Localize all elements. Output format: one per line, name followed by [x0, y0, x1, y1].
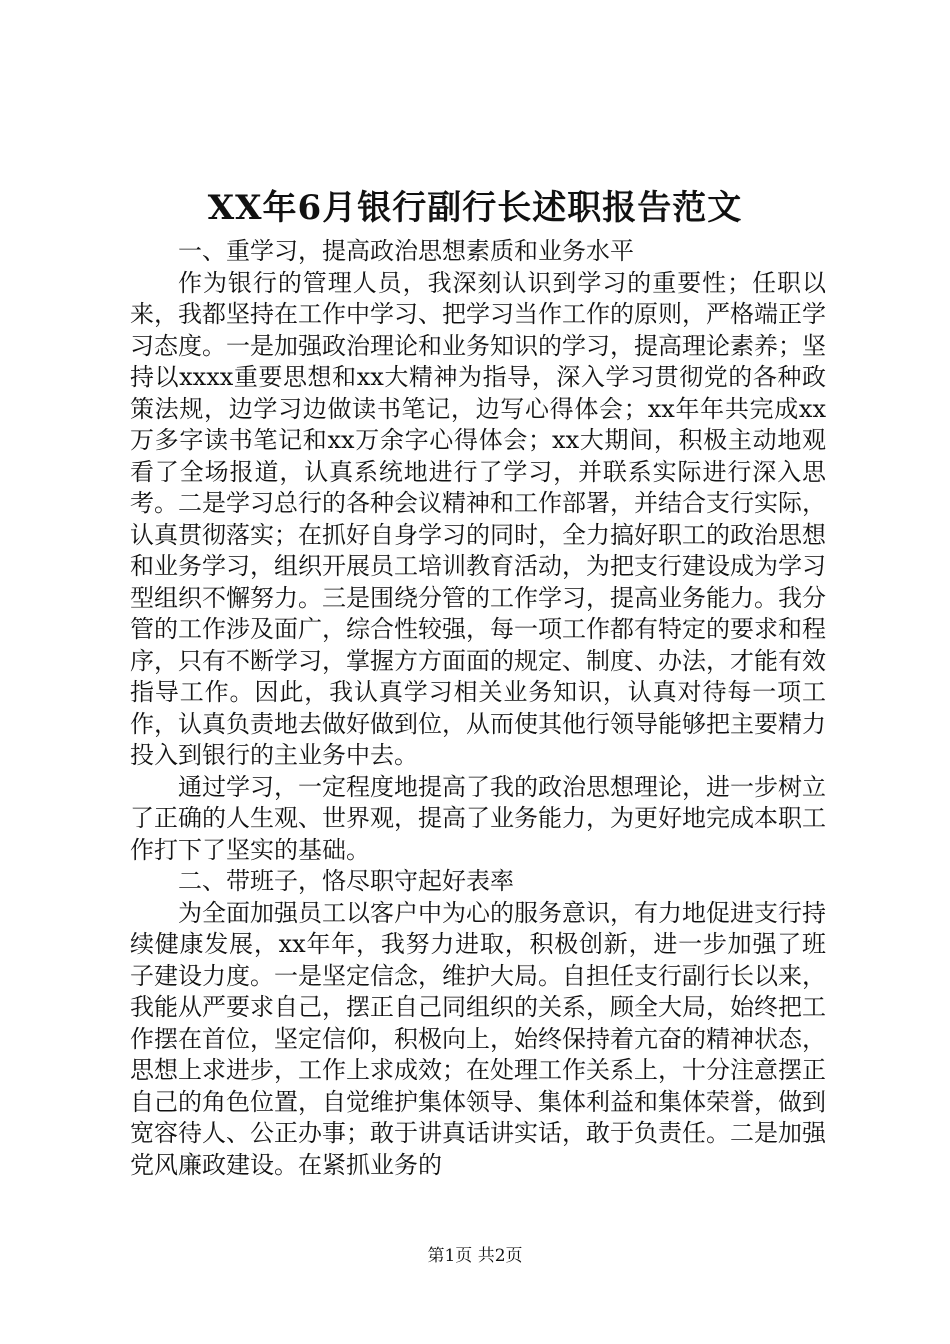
section-1-paragraph-1: 作为银行的管理人员，我深刻认识到学习的重要性；任职以来，我都坚持在工作中学习、把学习当作工作的原则，严格端正学习态度。一是加强政治理论和业务知识的学习，提高理论素养；坚持以xxxx重要思想和xx大精神为指导，深入学习贯彻党的各种政策法规，边学习边做读书笔记，边写心得体会；xx年年共完成xx万多字读书笔记和xx万余字心得体会；xx大期间，积极主动地观看了全场报道，认真系统地进行了学习，并联系实际进行深入思考。二是学习总行的各种会议精神和工作部署，并结合支行实际，认真贯彻落实；在抓好自身学习的同时，全力搞好职工的政治思想和业务学习，组织开展员工培训教育活动，为把支行建设成为学习型组织不懈努力。三是围绕分管的工作学习，提高业务能力。我分管的工作涉及面广，综合性较强，每一项工作都有特定的要求和程序，只有不断学习，掌握方方面面的规定、制度、办法，才能有效指导工作。因此，我认真学习相关业务知识，认真对待每一项工作，认真负责地去做好做到位，从而使其他行领导能够把主要精力投入到银行的主业务中去。	[130, 268, 826, 769]
section-2-paragraph-1: 为全面加强员工以客户中为心的服务意识，有力地促进支行持续健康发展，xx年年，我努力进取，积极创新，进一步加强了班子建设力度。一是坚定信念，维护大局。自担任支行副行长以来，我能从严要求自己，摆正自己同组织的关系，顾全大局，始终把工作摆在首位，坚定信仰，积极向上，始终保持着亢奋的精神状态，思想上求进步，工作上求成效；在处理工作关系上，十分注意摆正自己的角色位置，自觉维护集体领导、集体利益和集体荣誉，做到宽容待人、公正办事；敢于讲真话讲实话，敢于负责任。二是加强党风廉政建设。在紧抓业务的	[130, 898, 826, 1179]
section-1-paragraph-2: 通过学习，一定程度地提高了我的政治思想理论，进一步树立了正确的人生观、世界观，提高了业务能力，为更好地完成本职工作打下了坚实的基础。	[130, 772, 826, 864]
page-footer: 第1页 共2页	[427, 1246, 523, 1266]
document-title: XX年6月银行副行长述职报告范文	[207, 188, 743, 228]
section-heading-2: 二、带班子，恪尽职守起好表率	[178, 867, 514, 895]
document-body	[130, 236, 826, 1181]
section-heading-1: 一、重学习，提高政治思想素质和业务水平	[178, 237, 634, 265]
